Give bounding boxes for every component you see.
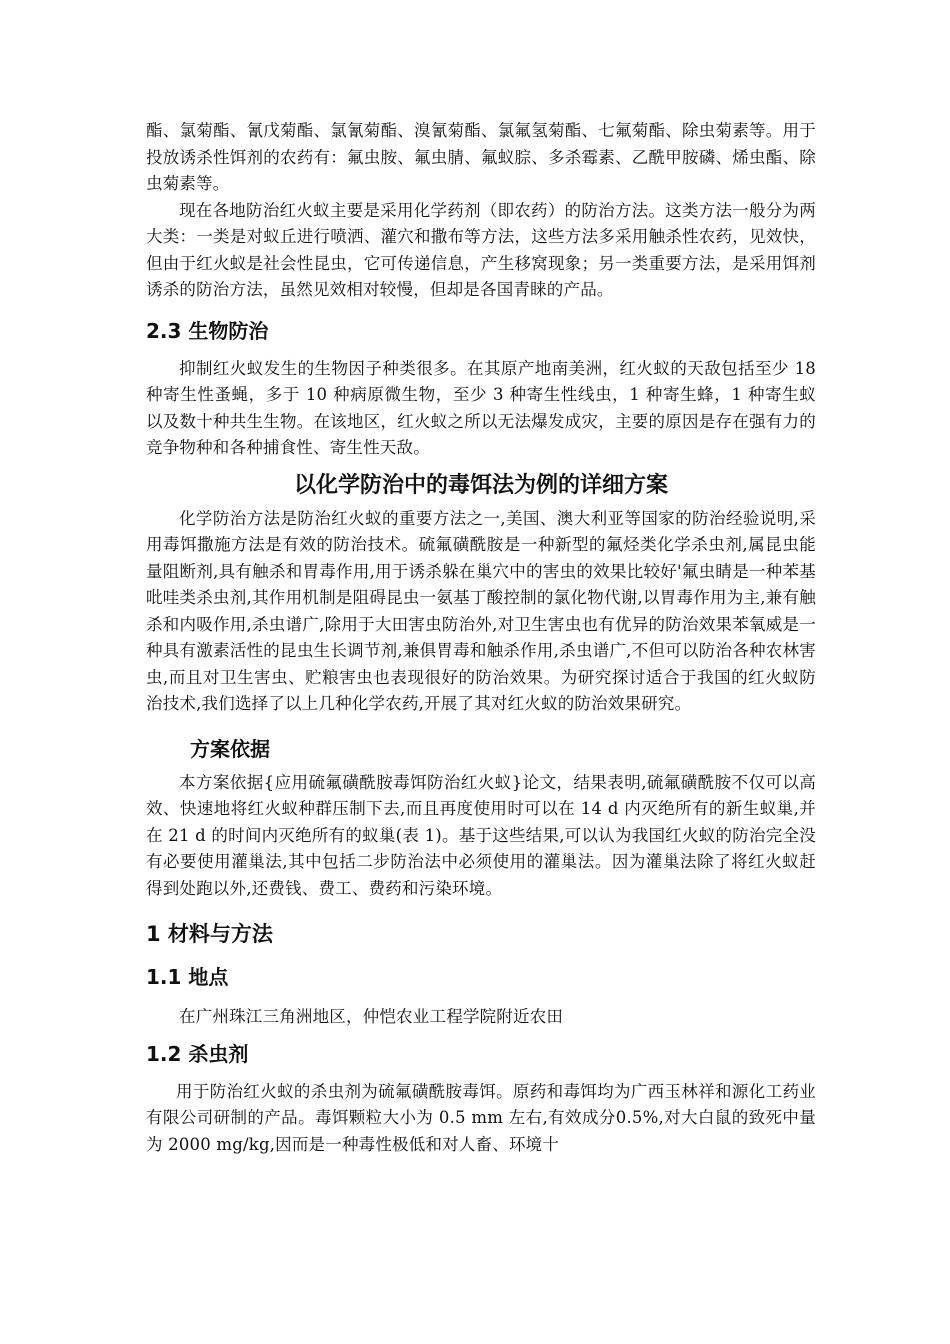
heading-biological-control: 2.3 生物防治 — [146, 318, 269, 343]
document-page — [146, 118, 816, 1158]
paragraph-insecticide: 用于防治红火蚁的杀虫剂为硫氟磺酰胺毒饵。原药和毒饵均为广西玉林祥和源化工药业有限公司研制的产品。毒饵颗粒大小为 0.5 mm 左右,有效成分0.5%,对大白鼠的致死中量为 2000 mg/kg,因而是一种毒性极低和对人畜、环境十 — [146, 1081, 816, 1154]
paragraph-chemical-control-intro: 化学防治方法是防治红火蚁的重要方法之一,美国、澳大利亚等国家的防治经验说明,采用毒饵撒施方法是有效的防治技术。硫氟磺酰胺是一种新型的氟烃类化学杀虫剂,属昆虫能量阻断剂,具有触杀和胃毒作用,用于诱杀躲在巢穴中的害虫的效果比较好'氟虫睛是一种苯基吡哇类杀虫剂,其作用机制是阻碍昆虫一氨基丁酸控制的氯化物代谢,以胃毒作用为主,兼有触杀和内吸作用,杀虫谱广,除用于大田害虫防治外,对卫生害虫也有优异的防治效果苯氧威是一种具有激素活性的昆虫生长调节剂,兼俱胃毒和触杀作用,杀虫谱广,不但可以防治各种农林害虫,而且对卫生害虫、贮粮害虫也表现很好的防治效果。为研究探讨适合于我国的红火蚁防治技术,我们选择了以上几种化学农药,开展了其对红火蚁的防治效果研究。 — [146, 508, 816, 713]
heading-plan-basis: 方案依据 — [190, 736, 270, 761]
page-title: 以化学防治中的毒饵法为例的详细方案 — [293, 472, 668, 498]
paragraph-plan-basis: 本方案依据{应用硫氟磺酰胺毒饵防治红火蚁}论文，结果表明,硫氟磺酰胺不仅可以高效、快速地将红火蚁种群压制下去,而且再度使用时可以在 14 d 内灭绝所有的新生蚁巢,并在 21 d 的时间内灭绝所有的蚁巢(表 1)。基于这些结果,可以认为我国红火蚁的防治完全没有必要使用灌巢法,其中包括二步防治法中必须使用的灌巢法。因为灌巢法除了将红火蚁赶得到处跑以外,还费钱、费工、费药和污染环境。 — [146, 772, 816, 898]
paragraph-location: 在广州珠江三角洲地区，仲恺农业工程学院附近农田 — [179, 1007, 564, 1026]
paragraph-insecticide-list: 酯、氯菊酯、氰戊菊酯、氯氰菊酯、溴氰菊酯、氯氟氢菊酯、七氟菊酯、除虫菊素等。用于投放诱杀性饵剂的农药有：氟虫胺、氟虫腈、氟蚁腙、多杀霉素、乙酰甲胺磷、烯虫酯、除虫菊素等。 — [146, 121, 816, 193]
heading-insecticide: 1.2 杀虫剂 — [146, 1041, 249, 1066]
heading-location: 1.1 地点 — [146, 965, 229, 989]
paragraph-chemical-methods: 现在各地防治红火蚁主要是采用化学药剂（即农药）的防治方法。这类方法一般分为两大类：一类是对蚁丘进行喷洒、灌穴和撒布等方法，这些方法多采用触杀性农药，见效快，但由于红火蚁是社会性昆虫，它可传递信息，产生移窝现象；另一类重要方法，是采用饵剂诱杀的防治方法，虽然见效相对较慢，但却是各国青睐的产品。 — [146, 200, 816, 299]
heading-materials-methods: 1 材料与方法 — [146, 922, 273, 946]
paragraph-biological-factors: 抑制红火蚁发生的生物因子种类很多。在其原产地南美洲，红火蚁的天敌包括至少 18 种寄生性蚤蝇，多于 10 种病原微生物，至少 3 种寄生性线虫，1 种寄生蜂，1 种寄生蚁以及数十种共生生物。在该地区，红火蚁之所以无法爆发成灾，主要的原因是存在强有力的竞争物种和各种捕食性、寄生性天敌。 — [146, 358, 816, 457]
